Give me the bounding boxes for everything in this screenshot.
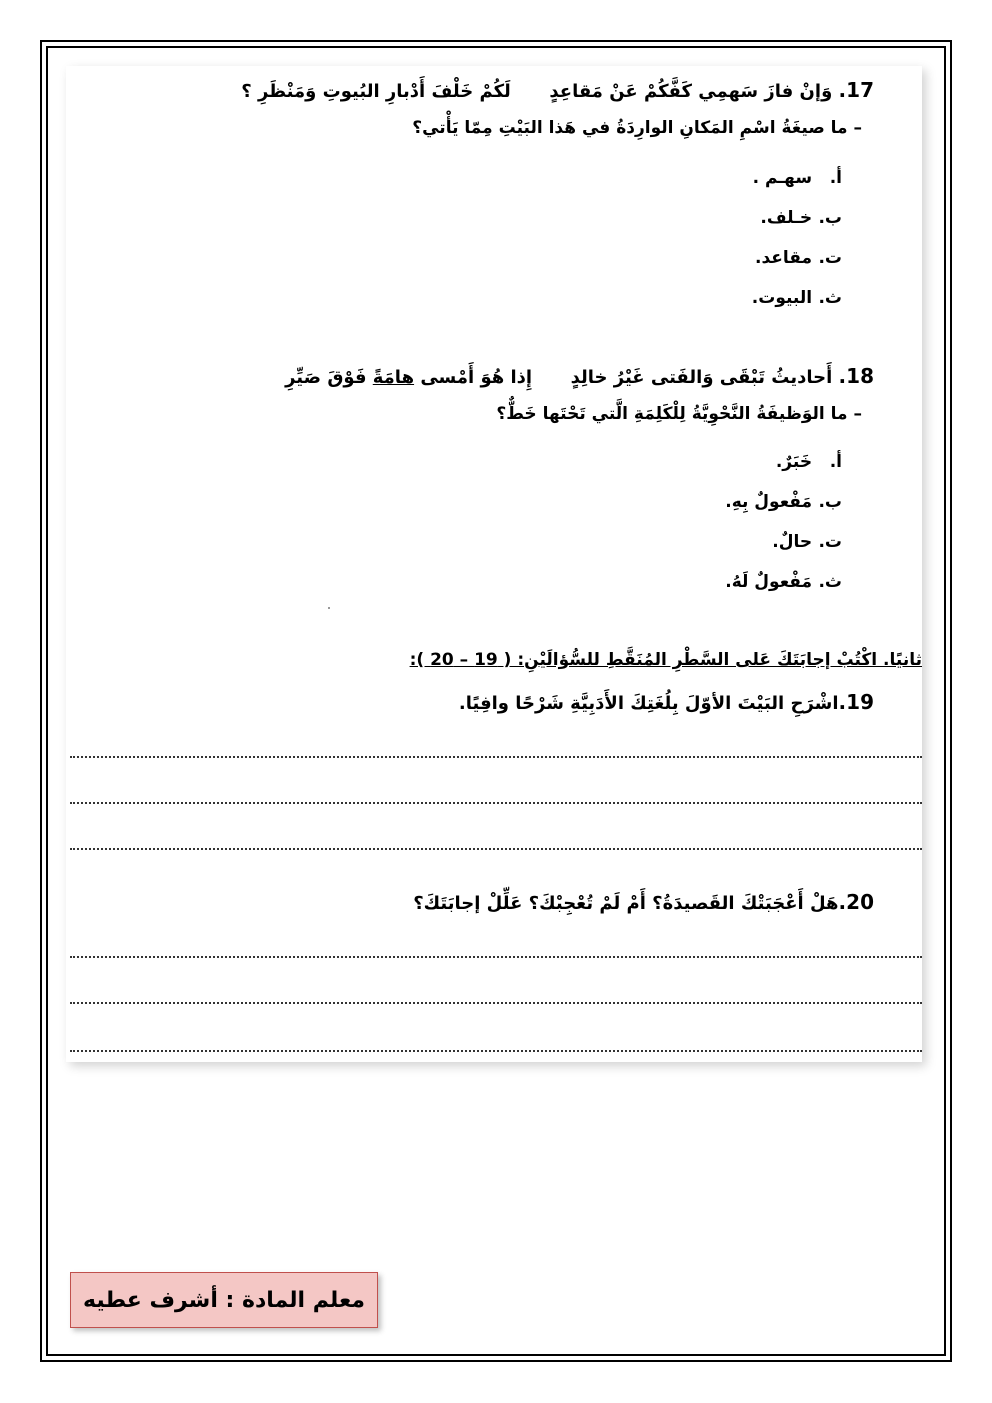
question-17-option-b[interactable] [760,208,842,228]
question-17-number: 17. [838,78,874,102]
option-text: خَبَرٌ. [775,452,813,472]
question-18-number: 18. [838,364,874,388]
question-17-verse-first: وَإنْ فازَ سَهمِي كَفَّكُمْ عَنْ مَقاعِدٍ [549,81,833,102]
option-letter: ت. [818,532,842,552]
teacher-name-box: معلم المادة : أشرف عطيه [70,1272,378,1328]
answer-line-20-1[interactable] [70,956,922,958]
question-20-number: 20. [838,890,874,914]
question-19-text: اشْرَحِ البَيْتَ الأوّلَ بِلُغَتِكَ الأَدَبِيَّةِ شَرْحًا وافِيًا. [458,693,839,714]
option-text: سهـم . [752,168,813,188]
answer-line-19-1[interactable] [70,756,922,758]
option-text: مَفْعولٌ بِهِ. [725,492,813,512]
option-letter: ث. [818,572,842,592]
question-20-text: هَلْ أَعْجَبَتْكَ القَصيدَةُ؟ أَمْ لَمْ تُعْجِبْكَ؟ عَلِّلْ إجابَتَكَ؟ [413,893,839,914]
question-17-stem: – ما صيغَةُ اسْمِ المَكانِ الوارِدَةُ في هَذا البَيْتِ مِمّا يَأْتي؟ [412,118,862,138]
question-17-option-a[interactable] [753,168,842,188]
option-text: مقاعد. [755,248,813,268]
question-17-option-d[interactable] [752,288,842,308]
option-letter: ب. [818,208,842,228]
question-18-option-c[interactable] [772,532,842,552]
option-text: مَفْعولٌ لَهُ. [725,572,813,592]
option-letter: ث. [818,288,842,308]
question-19 [459,690,874,714]
answer-line-19-3[interactable] [70,848,922,850]
question-18-option-b[interactable] [725,492,842,512]
question-18-verse-second-before: إِذا هُوَ أَمْسى [414,367,533,388]
option-letter: أ. [829,168,842,188]
question-18-stem: – ما الوَظيفَةُ النَّحْوِيَّةُ لِلْكَلِمَةِ الَّتي تَحْتَها خَطٌّ؟ [496,404,862,424]
section-2-heading: ثانيًا. اكْتُبْ إجابَتَكَ عَلى السَّطْرِ المُنَقَّطِ للسُّؤالَيْنِ: ( 19 – 20 ): [409,650,922,670]
answer-line-20-3[interactable] [70,1050,922,1052]
option-text: حالٌ. [772,532,813,552]
option-text: البيوت. [751,288,813,308]
option-text: خـلف. [760,208,813,228]
question-17-verse [241,78,874,102]
option-letter: ب. [818,492,842,512]
answer-line-20-2[interactable] [70,1002,922,1004]
question-20 [413,890,874,914]
question-18-option-d[interactable] [725,572,842,592]
option-letter: ت. [818,248,842,268]
question-18-underlined-word: هامَةً [372,367,415,388]
question-17-verse-second: لَكُمْ خَلْفَ أَدْبارِ البُيوتِ وَمَنْظَرِ ؟ [241,81,511,102]
question-18-verse-first: أَحاديثُ تَبْقَى وَالفَتى غَيْرُ خالِدٍ [570,367,833,388]
question-18-option-a[interactable] [776,452,842,472]
question-18-verse-second-after: فَوْقَ صَيِّرِ [285,367,373,388]
option-letter: أ. [829,452,842,472]
stray-mark [328,607,330,609]
answer-line-19-2[interactable] [70,802,922,804]
question-19-number: 19. [838,690,874,714]
question-17-option-c[interactable] [755,248,842,268]
question-18-verse [285,364,874,388]
